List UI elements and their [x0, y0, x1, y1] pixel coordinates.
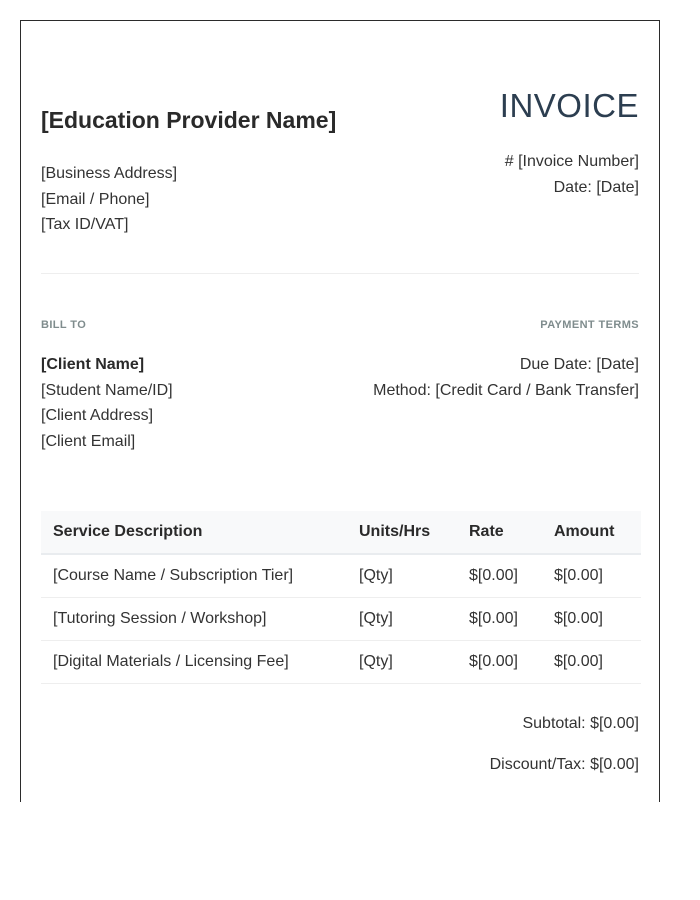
- invoice-date: Date: [Date]: [553, 179, 639, 196]
- client-email: [Client Email]: [41, 432, 136, 450]
- due-date: Due Date: [Date]: [519, 356, 639, 373]
- payment-terms-block: [373, 352, 639, 403]
- discount-tax: Discount/Tax: $[0.00]: [489, 756, 639, 773]
- invoice-meta: [505, 149, 639, 201]
- provider-contact: [Email / Phone]: [41, 190, 150, 208]
- totals-block: [490, 715, 639, 774]
- provider-address: [Business Address]: [41, 165, 178, 182]
- header-divider: [41, 273, 639, 274]
- provider-details: [41, 161, 177, 238]
- student-id: [Student Name/ID]: [41, 381, 173, 399]
- table-row: [41, 598, 641, 641]
- client-name: [Client Name]: [41, 356, 145, 373]
- payment-terms-label: PAYMENT TERMS: [540, 319, 639, 331]
- row-units: [Qty]: [347, 554, 457, 598]
- row-amount: $[0.00]: [542, 598, 641, 641]
- provider-name: [Education Provider Name]: [41, 107, 337, 133]
- invoice-sheet: [20, 20, 660, 802]
- row-description: [Tutoring Session / Workshop]: [41, 598, 347, 641]
- line-items-table: [41, 511, 641, 684]
- row-units: [Qty]: [347, 598, 457, 641]
- row-units: [Qty]: [347, 641, 457, 684]
- subtotal: Subtotal: $[0.00]: [522, 715, 639, 732]
- row-rate: $[0.00]: [457, 641, 542, 684]
- client-address: [Client Address]: [41, 407, 154, 424]
- payment-method: Method: [Credit Card / Bank Transfer]: [373, 381, 639, 399]
- row-description: [Digital Materials / Licensing Fee]: [41, 641, 347, 684]
- column-header-description: Service Description: [41, 511, 347, 554]
- column-header-amount: Amount: [542, 511, 641, 554]
- bill-to-block: [41, 352, 173, 454]
- table-header-row: [41, 511, 641, 554]
- row-rate: $[0.00]: [457, 554, 542, 598]
- invoice-number: # [Invoice Number]: [504, 153, 639, 170]
- bill-to-label: BILL TO: [41, 319, 87, 331]
- table-row: [41, 554, 641, 598]
- column-header-units: Units/Hrs: [347, 511, 457, 554]
- row-rate: $[0.00]: [457, 598, 542, 641]
- row-amount: $[0.00]: [542, 641, 641, 684]
- row-description: [Course Name / Subscription Tier]: [41, 554, 347, 598]
- invoice-title: INVOICE: [499, 87, 639, 124]
- column-header-rate: Rate: [457, 511, 542, 554]
- table-row: [41, 641, 641, 684]
- provider-tax-id: [Tax ID/VAT]: [41, 216, 129, 233]
- row-amount: $[0.00]: [542, 554, 641, 598]
